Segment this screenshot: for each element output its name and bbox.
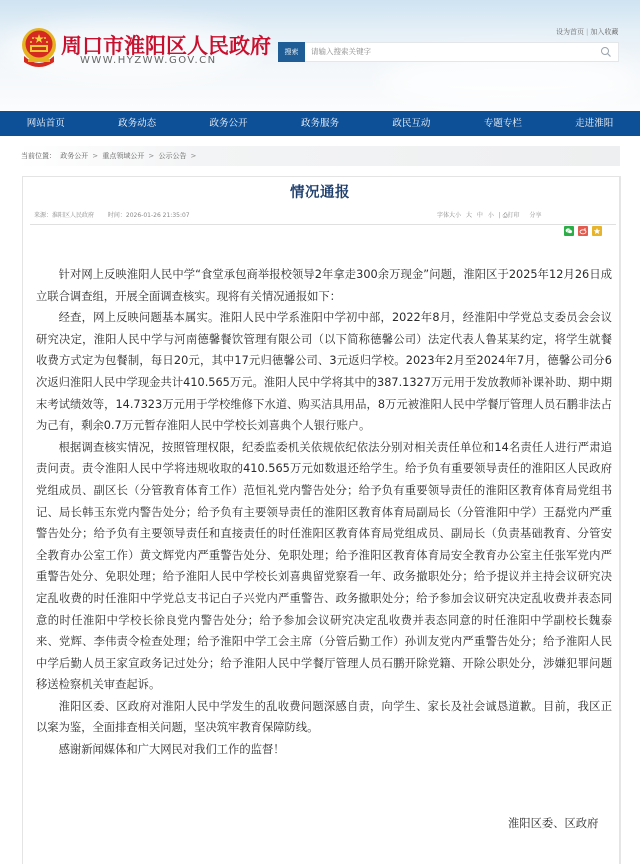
article-paragraph: 感谢新闻媒体和广大网民对我们工作的监督！ [58,743,285,757]
article-paragraph: 针对网上反映淮阳人民中学“食堂承包商举报校领导2年拿走300余万现金”问题，淮阳区于2025年12月26日成立联合调查组，开展全面调查核实。现将有关情况通报如下： [36,268,612,303]
qzone-icon[interactable] [592,226,602,236]
panel-right-border [620,176,621,864]
link-separator: | [586,28,589,36]
font-size-large[interactable]: 大 [465,212,472,219]
meta-divider [30,224,616,225]
site-header [0,0,640,110]
article-paragraph: 经查，网上反映问题基本属实。淮阳人民中学系淮阳中学初中部，2022年8月，经淮阳中学党总支委员会会议研究决定，淮阳人民中学与河南德馨餐饮管理有限公司（以下简称德馨公司）法定代表人鲁某某约定，将学生就餐收费方式定为包餐制，每日20元，其中17元归德馨公司、3元返归学校。2023年2月至2024年7月，德馨公司分6次返归淮阳人民中学现金共计410.565万元。淮阳人民中学将其中的387.1327万元用于发放教师补课补助、期中期末考试绩效等，14.7323万元用于学校维修下水道、购买洁具用品，8万元被淮阳人民中学餐厅管理人员石鹏非法占为己有，剩余0.7万元暂存淮阳人民中学校长刘喜典个人银行账户。 [36,311,612,433]
search-icon[interactable] [600,46,612,58]
add-favorite-link[interactable]: 加入收藏 [590,28,619,36]
search-button[interactable]: 搜索 [278,42,305,62]
article-meta [34,210,190,219]
article-paragraph: 淮阳区委、区政府对淮阳人民中学发生的乱收费问题深感自责，向学生、家长及社会诚恳道歉。目前，我区正以案为鉴，全面排查相关问题，坚决筑牢教育保障防线。 [36,699,612,735]
article-paragraph: 根据调查核实情况，按照管理权限，纪委监委机关依规依纪依法分别对相关责任单位和14名责任人进行严肃追责问责。责令淮阳人民中学将违规收取的410.565万元如数退还给学生。给予负有重要领导责任的淮阳区人民政府党组成员、副区长（分管教育体育工作）范恒礼党内警告处分；给予负有重要领导责任的淮阳区教育体育局党组书记、局长韩玉东党内警告处分；给予负有主要领导责任的淮阳区教育体育局副局长（分管淮阳中学）王磊党内严重警告处分；给予负有主要领导责任和直接责任的时任淮阳区教育体育局党组成员、副局长（负责基础教育、分管安全教育办公室工作）黄文辉党内严重警告处分、免职处理；给予淮阳区教育体育局安全教育办公室主任张军党内严重警告处分、免职处理；给予淮阳人民中学校长刘喜典留党察看一年、政务撤职处分；给予提议并主持会议研究决定乱收费的时任淮阳中学党总支书记白子兴党内严重警告、政务撤职处分；给予参加会议研究决定乱收费并表态同意的时任淮阳中学校长徐良党内警告处分；给予参加会议研究决定乱收费并表态同意的时任淮阳中学副校长魏泰来、党辉、李伟责令检查处理；给予淮阳中学工会主席（分管后勤工作）孙训友党内严重警告处分；给予淮阳人民中学后勤人员王家宣政务记过处分；给予淮阳人民中学餐厅管理人员石鹏开除党籍、开除公职处分，涉嫌犯罪问题移送检察机关审查起诉。 [36,440,612,692]
national-emblem-icon[interactable] [19,26,59,70]
share-label: 分享 [529,212,542,219]
breadcrumb [18,146,620,166]
nav-item-topics[interactable]: 专题专栏 [483,118,522,129]
article-body [36,264,612,761]
print-icon[interactable]: ⎙ [502,212,508,219]
wechat-icon[interactable] [564,226,574,236]
breadcrumb-prefix: 当前位置： [21,152,56,160]
nav-item-disclosure[interactable]: 政务公开 [209,118,248,129]
nav-item-news[interactable]: 政务动态 [118,118,157,129]
set-homepage-link[interactable]: 设为首页 [556,28,584,36]
time-value: 2026-01-26 21:35:07 [125,212,190,219]
breadcrumb-item[interactable]: 政务公开 [60,152,89,160]
source-value: 淮阳区人民政府 [52,212,95,219]
font-size-small[interactable]: 小 [487,212,494,219]
main-nav [0,111,640,136]
nav-item-services[interactable]: 政务服务 [300,118,339,129]
breadcrumb-separator: > [92,152,99,160]
font-size-label: 字体大小 [437,212,462,219]
article-signature: 淮阳区委、区政府 [508,817,599,830]
site-title[interactable]: 周口市淮阳区人民政府 [61,33,271,58]
source-label: 来源： [34,212,53,219]
search-input[interactable]: 请输入搜索关键字 [305,42,619,62]
nav-item-about[interactable]: 走进淮阳 [575,118,614,129]
tool-separator: | [498,212,501,219]
print-link[interactable]: 打印 [507,212,520,219]
breadcrumb-separator: > [148,152,155,160]
weibo-icon[interactable] [578,226,588,236]
share-icons [564,226,602,236]
font-size-medium[interactable]: 中 [476,212,483,219]
breadcrumb-item[interactable]: 公示公告 [158,152,187,160]
nav-item-interaction[interactable]: 政民互动 [392,118,431,129]
breadcrumb-separator: > [190,152,197,160]
top-links [556,27,618,37]
time-label: 时间： [107,212,126,219]
breadcrumb-item[interactable]: 重点领域公开 [102,152,145,160]
article-title: 情况通报 [290,185,350,201]
site-url: WWW.HYZWW.GOV.CN [80,55,217,66]
article-tools [437,210,541,220]
nav-item-home[interactable]: 网站首页 [26,118,65,129]
